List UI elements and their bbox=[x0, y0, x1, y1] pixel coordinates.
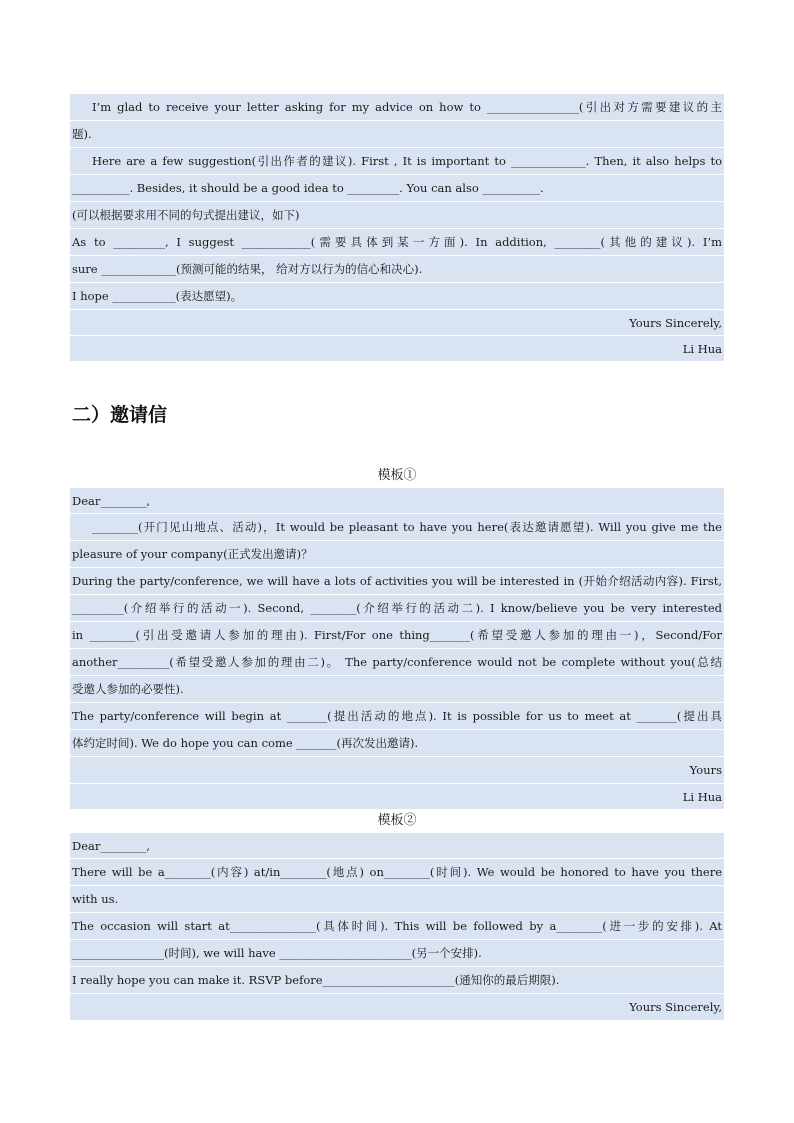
template-1-title: 模板① bbox=[377, 468, 417, 483]
text-line bbox=[70, 202, 724, 229]
signature-text: Li Hua bbox=[682, 790, 722, 804]
text-line bbox=[70, 859, 724, 886]
line-text: During the party/conference, we will have a lots of activities you will be interested in (开始介绍活动内容). First, bbox=[72, 574, 722, 588]
advice-letter-template bbox=[70, 94, 724, 362]
text-line bbox=[70, 514, 724, 541]
text-line bbox=[70, 121, 724, 148]
text-line bbox=[70, 175, 724, 202]
closing-line bbox=[70, 757, 724, 784]
closing-text: Yours Sincerely, bbox=[629, 1000, 722, 1014]
text-line bbox=[70, 833, 724, 859]
text-line bbox=[70, 595, 724, 622]
text-line bbox=[70, 940, 724, 967]
line-text: The occasion will start at_______________(具体时间). This will be followed by a________(进一步的安排). At bbox=[72, 919, 722, 933]
line-text: __________. Besides, it should be a good idea to _________. You can also __________. bbox=[72, 181, 544, 195]
line-text: ________(开门见山地点、活动)，It would be pleasant to have you here(表达邀请愿望). Will you give me the bbox=[92, 520, 722, 534]
text-line bbox=[70, 703, 724, 730]
line-text: another_________(希望受邀人参加的理由二)。 The party/conference would not be complete without you(总结 bbox=[72, 655, 722, 669]
closing-text: Yours bbox=[689, 763, 722, 777]
closing-line bbox=[70, 310, 724, 336]
line-text: ________________(时间), we will have _______________________(另一个安排). bbox=[72, 946, 482, 960]
line-text: 体约定时间). We do hope you can come _______(再次发出邀请). bbox=[72, 736, 419, 750]
text-line bbox=[70, 886, 724, 913]
invitation-template-1 bbox=[70, 488, 724, 810]
text-line bbox=[70, 913, 724, 940]
line-text: _________(介绍举行的活动一). Second, ________(介绍举行的活动二). I know/believe you be very interested bbox=[72, 601, 722, 615]
text-line bbox=[70, 256, 724, 283]
text-line bbox=[70, 488, 724, 514]
text-line bbox=[70, 967, 724, 994]
line-text: I hope ___________(表达愿望)。 bbox=[72, 289, 243, 303]
line-text: with us. bbox=[72, 892, 119, 906]
text-line bbox=[70, 730, 724, 757]
line-text: 受邀人参加的必要性). bbox=[72, 682, 184, 696]
text-line bbox=[70, 283, 724, 310]
closing-line bbox=[70, 994, 724, 1021]
text-line bbox=[70, 568, 724, 595]
template-2-title: 模板② bbox=[377, 813, 417, 828]
line-text: As to _________, I suggest ____________(需要具体到某一方面). In addition, ________(其他的建议). I’m bbox=[72, 235, 722, 249]
line-text: I’m glad to receive your letter asking for my advice on how to ________________(引出对方需要建议的主 bbox=[92, 100, 722, 114]
line-text: in ________(引出受邀请人参加的理由). First/For one thing_______(希望受邀人参加的理由一)，Second/For bbox=[72, 628, 722, 642]
text-line bbox=[70, 148, 724, 175]
text-line bbox=[70, 676, 724, 703]
line-text: Dear________, bbox=[72, 839, 151, 853]
text-line bbox=[70, 541, 724, 568]
line-text: I really hope you can make it. RSVP before_______________________(通知你的最后期限). bbox=[72, 973, 560, 987]
signature-line bbox=[70, 336, 724, 362]
text-line bbox=[70, 229, 724, 256]
text-line bbox=[70, 649, 724, 676]
signature-text: Li Hua bbox=[682, 342, 722, 356]
section-heading: 二）邀请信 bbox=[72, 404, 168, 426]
signature-line bbox=[70, 784, 724, 810]
line-text: The party/conference will begin at _______(提出活动的地点). It is possible for us to meet at _______(提出具 bbox=[72, 709, 722, 723]
line-text: pleasure of your company(正式发出邀请)？ bbox=[72, 547, 313, 561]
closing-text: Yours Sincerely, bbox=[629, 316, 722, 330]
line-text: (可以根据要求用不同的句式提出建议，如下) bbox=[72, 208, 300, 222]
line-text: sure _____________(预测可能的结果， 给对方以行为的信心和决心). bbox=[72, 262, 423, 276]
text-line bbox=[70, 622, 724, 649]
line-text: There will be a________(内容) at/in________(地点) on________(时间). We would be honored to have you there bbox=[72, 865, 722, 879]
line-text: Dear________, bbox=[72, 494, 151, 508]
invitation-template-2 bbox=[70, 833, 724, 1021]
line-text: Here are a few suggestion(引出作者的建议). First , It is important to _____________. Then, it also helps to bbox=[92, 154, 722, 168]
line-text: 题). bbox=[72, 127, 92, 141]
text-line bbox=[70, 94, 724, 121]
